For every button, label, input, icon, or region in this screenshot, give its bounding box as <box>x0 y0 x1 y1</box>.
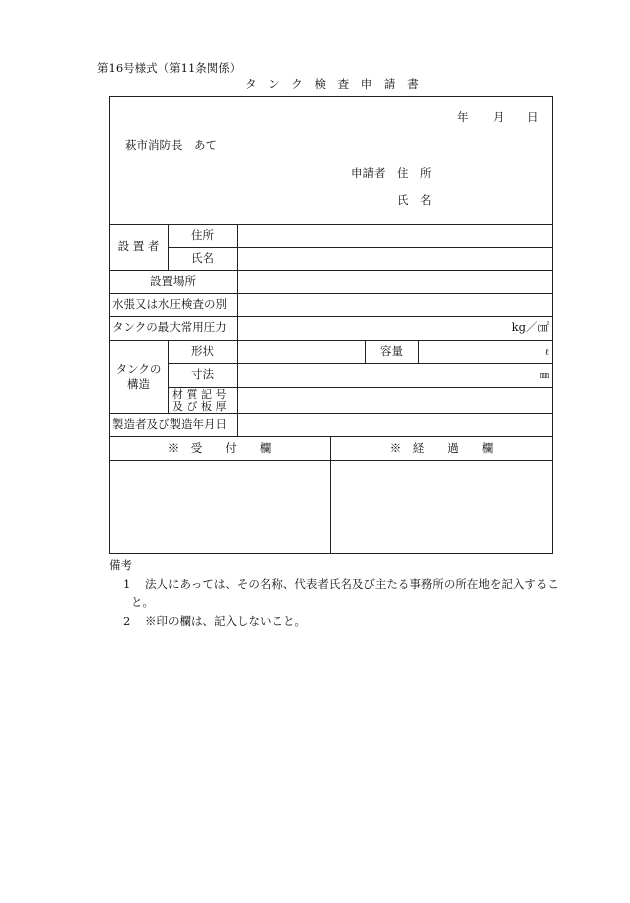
applicant-name-label: 氏 名 <box>397 193 432 207</box>
dimensions-label: 寸法 <box>191 367 214 381</box>
rule <box>237 224 238 436</box>
structure-label-line2: 構造 <box>127 377 150 391</box>
test-type-field[interactable] <box>240 295 550 314</box>
manufacturer-label: 製造者及び製造年月日 <box>112 417 227 431</box>
dimensions-field[interactable] <box>240 365 500 384</box>
date-month-label: 月 <box>493 110 505 124</box>
installer-address-label: 住所 <box>191 228 214 242</box>
dimensions-unit: ㎜ <box>539 371 549 381</box>
note-2-text: ※印の欄は、記入しないこと。 <box>145 614 306 628</box>
date-day-label: 日 <box>527 110 539 124</box>
installer-name-label: 氏名 <box>191 251 214 265</box>
applicant-address-label: 住 所 <box>397 166 432 180</box>
note-1-number: 1 <box>123 577 131 591</box>
rule <box>109 340 553 341</box>
rule <box>109 413 553 414</box>
installer-address-field[interactable] <box>240 226 550 245</box>
rule <box>168 247 553 248</box>
location-field[interactable] <box>240 272 550 291</box>
progress-column-header: ※ 経 過 欄 <box>389 441 494 455</box>
rule <box>109 224 553 225</box>
shape-label: 形状 <box>191 344 214 358</box>
max-pressure-label: タンクの最大常用圧力 <box>112 320 227 334</box>
material-label-line2: 及 び 板 厚 <box>172 400 227 413</box>
progress-area[interactable] <box>333 463 550 551</box>
rule <box>109 460 553 461</box>
material-field[interactable] <box>240 389 550 411</box>
installer-label: 設 置 者 <box>117 239 160 253</box>
rule <box>109 293 553 294</box>
addressee: 萩市消防長 あて <box>125 138 217 152</box>
rule <box>168 363 553 364</box>
location-label: 設置場所 <box>150 274 196 288</box>
notes-heading: 備考 <box>109 558 132 572</box>
structure-label-line1: タンクの <box>115 362 162 376</box>
material-label-line1: 材 質 記 号 <box>172 388 227 401</box>
rule <box>109 436 553 437</box>
page-title: タ ン ク 検 査 申 請 書 <box>245 77 423 91</box>
manufacturer-field[interactable] <box>240 415 550 434</box>
pressure-unit: kg／㎠ <box>511 320 549 334</box>
shape-field[interactable] <box>240 342 362 361</box>
rule <box>109 316 553 317</box>
capacity-unit: ℓ <box>544 348 549 358</box>
reception-area[interactable] <box>112 463 327 551</box>
note-1-line2: と。 <box>131 595 154 609</box>
installer-name-field[interactable] <box>240 249 550 268</box>
reception-column-header: ※ 受 付 欄 <box>167 441 272 455</box>
date-year-label: 年 <box>457 110 469 124</box>
note-1-line1: 法人にあっては、その名称、代表者氏名及び主たる事務所の所在地を記入するこ <box>145 577 559 591</box>
test-type-label: 水張又は水圧検査の別 <box>112 297 227 311</box>
applicant-label: 申請者 <box>351 166 386 180</box>
rule <box>418 340 419 363</box>
note-2-number: 2 <box>123 614 131 628</box>
form-number: 第16号様式（第11条関係） <box>97 61 242 75</box>
rule <box>109 270 553 271</box>
capacity-label: 容量 <box>380 344 403 358</box>
